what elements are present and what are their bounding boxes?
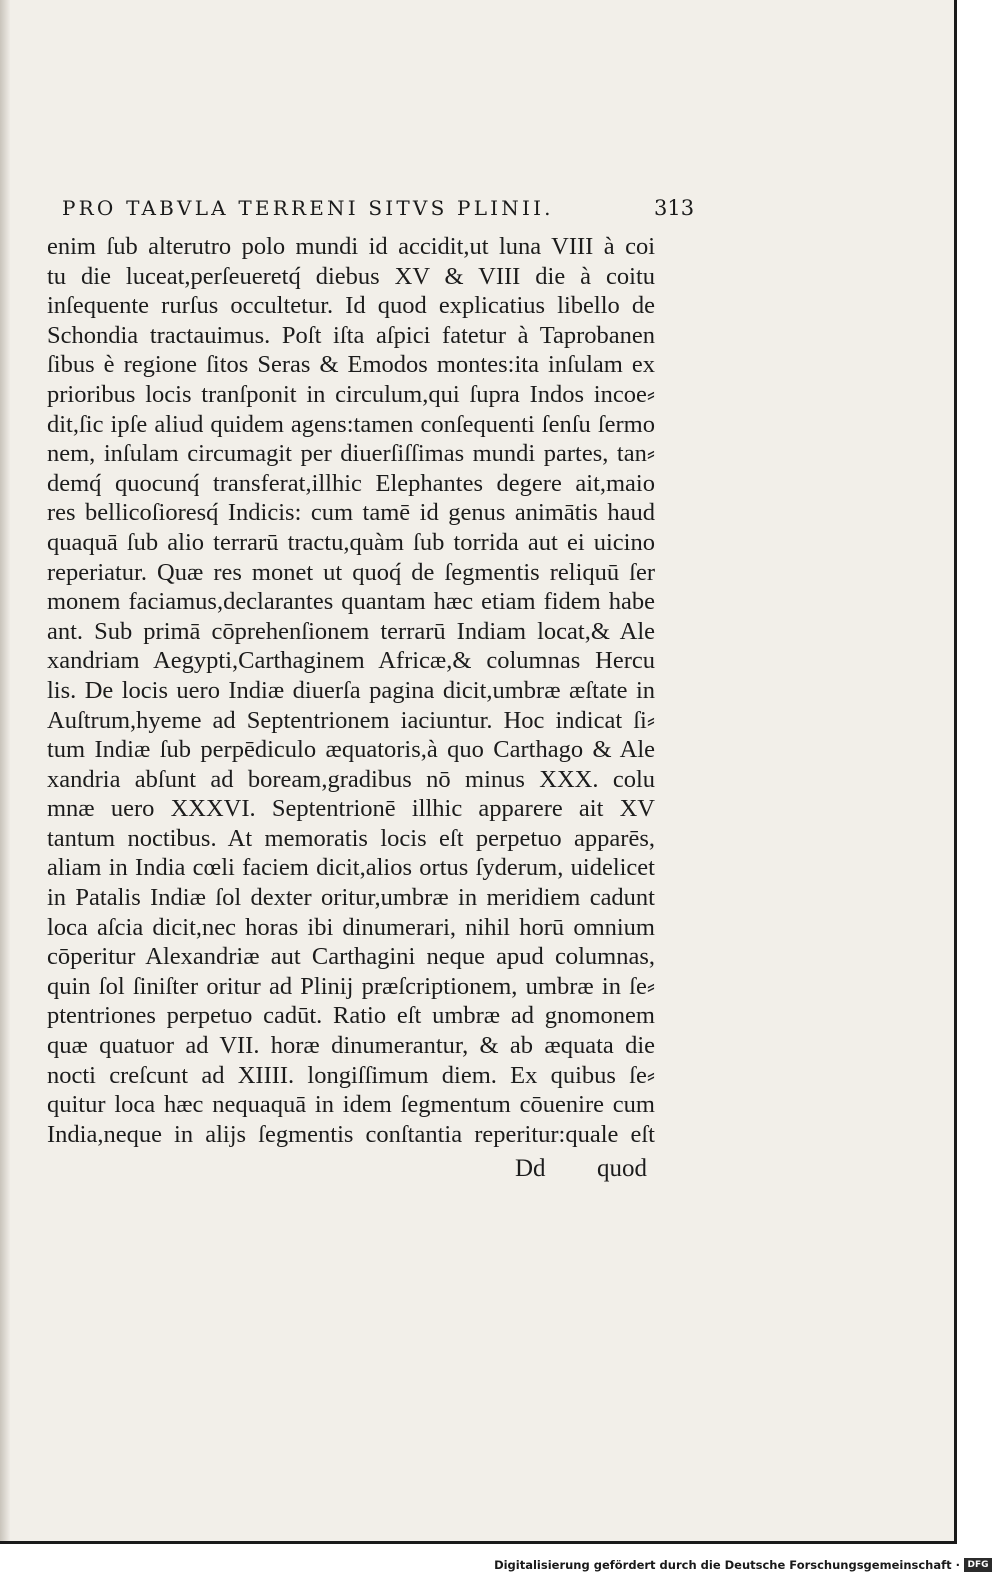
text-line: quitur loca hæc nequaquā in idem ſegmentum cōuenire cum — [47, 1091, 655, 1119]
text-line: tum Indiæ ſub perpēdiculo æquatoris,à quo Carthago & Ale — [47, 736, 655, 764]
folio-number: 313 — [654, 196, 695, 220]
credit-text: Digitalisierung gefördert durch die Deutsche Forschungsgemeinschaft · — [494, 1558, 960, 1572]
text-line: reperiatur. Quæ res monet ut quoq́ de ſegmentis reliquū ſer — [47, 558, 655, 586]
text-line: dit,ſic ipſe aliud quidem agens:tamen conſequenti ſenſu ſermo — [47, 410, 655, 438]
text-line: nem, inſulam circumagit per diuerſiſſimas mundi partes, tan⸗ — [47, 440, 655, 468]
text-line: nocti creſcunt ad XIIII. longiſſimum diem. Ex quibus ſe⸗ — [47, 1061, 655, 1089]
text-line: lis. De locis uero Indiæ diuerſa pagina dicit,umbræ æſtate in — [47, 676, 655, 704]
digitization-credit — [494, 1556, 992, 1574]
catchword: quod — [597, 1155, 647, 1182]
signature-mark: Dd — [515, 1155, 546, 1182]
text-line: xandriam Aegypti,Carthaginem Africæ,& columnas Hercu — [47, 647, 655, 675]
body-text — [47, 232, 667, 1149]
text-line: demq́ quocunq́ transferat,illhic Elephantes degere ait,maio — [47, 469, 655, 497]
dfg-logo-icon: DFG — [964, 1558, 992, 1572]
text-line: monem faciamus,declarantes quantam hæc etiam fidem habe — [47, 588, 655, 616]
text-line: India,neque in alijs ſegmentis conſtantia reperitur:quale eſt — [47, 1120, 655, 1148]
catchword-line — [515, 1155, 655, 1185]
text-line: quaquā ſub alio terrarū tractu,quàm ſub torrida aut ei uicino — [47, 528, 655, 556]
text-line: ſibus è regione ſitos Seras & Emodos montes:ita inſulam ex — [47, 351, 655, 379]
text-line: ant. Sub primā cōprehenſionem terrarū Indiam locat,& Ale — [47, 617, 655, 645]
text-line: in Patalis Indiæ ſol dexter oritur,umbræ in meridiem cadunt — [47, 884, 655, 912]
text-line: res bellicoſioresq́ Indicis: cum tamē id genus animātis haud — [47, 499, 655, 527]
text-line: quin ſol ſiniſter oritur ad Plinij præſcriptionem, umbræ in ſe⸗ — [47, 972, 655, 1000]
text-line: mnæ uero XXXVI. Septentrionē illhic apparere ait XV — [47, 795, 655, 823]
text-line: cōperitur Alexandriæ aut Carthagini neque apud columnas, — [47, 943, 655, 971]
text-line: xandria abſunt ad boream,gradibus nō minus XXX. colu — [47, 765, 655, 793]
text-line: ptentriones perpetuo cadūt. Ratio eſt umbræ ad gnomonem — [47, 1002, 655, 1030]
page-gutter-shadow — [0, 0, 10, 1541]
text-line: quæ quatuor ad VII. horæ dinumerantur, & ab æquata die — [47, 1032, 655, 1060]
text-line: aliam in India cœli faciem dicit,alios ortus ſyderum, uidelicet — [47, 854, 655, 882]
text-line: loca aſcia dicit,nec horas ibi dinumerari, nihil horū omnium — [47, 913, 655, 941]
text-line: tantum noctibus. At memoratis locis eſt perpetuo apparēs, — [47, 824, 655, 852]
text-line: inſequente rurſus occultetur. Id quod explicatius libello de — [47, 292, 655, 320]
text-line: enim ſub alterutro polo mundi id accidit,ut luna VIII à coi — [47, 233, 655, 260]
running-head: PRO TABVLA TERRENI SITVS PLINII. — [62, 196, 554, 220]
text-line: tu die luceat,perſeueretq́ diebus XV & VIII die à coitu — [47, 262, 655, 290]
text-line: Schondia tractauimus. Poſt iſta aſpici fatetur à Taprobanen — [47, 321, 655, 349]
text-line: Auſtrum,hyeme ad Septentrionem iaciuntur. Hoc indicat ſi⸗ — [47, 706, 655, 734]
text-line: prioribus locis tranſponit in circulum,qui ſupra Indos incoe⸗ — [47, 380, 655, 408]
